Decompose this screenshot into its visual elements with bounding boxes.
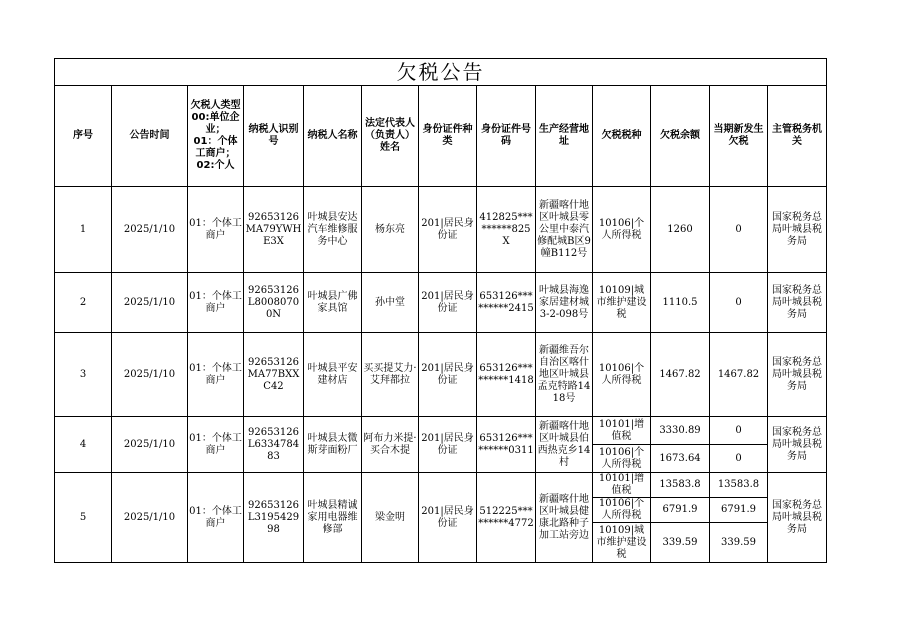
cell-authority: 国家税务总局叶城县税务局 xyxy=(768,187,827,273)
cell-id-no: 653126*********2415 xyxy=(477,273,536,333)
header-date: 公告时间 xyxy=(112,86,188,187)
table-row xyxy=(55,417,827,445)
cell-tax-kind: 10106|个人所得税 xyxy=(593,445,651,473)
cell-name: 叶城县平安建材店 xyxy=(304,333,362,417)
header-authority: 主管税务机关 xyxy=(768,86,827,187)
table-row xyxy=(55,473,827,498)
cell-balance: 1110.5 xyxy=(651,273,710,333)
cell-new-arrears: 0 xyxy=(710,417,768,445)
cell-tax-id: 92653126MA79YWHE3X xyxy=(244,187,304,273)
cell-type: 01：个体工商户 xyxy=(188,187,244,273)
header-type-label: 欠税人类型 00:单位企业； 01：个体工商户； 02:个人 xyxy=(190,100,241,171)
cell-authority: 国家税务总局叶城县税务局 xyxy=(768,473,827,563)
cell-tax-id: 92653126L633478483 xyxy=(244,417,304,473)
cell-address: 新疆维吾尔自治区喀什地区叶城县孟克特路1418号 xyxy=(536,333,593,417)
cell-new-arrears: 0 xyxy=(710,273,768,333)
tax-arrears-table xyxy=(54,58,827,563)
cell-name: 叶城县安达汽车维修服务中心 xyxy=(304,187,362,273)
table-row xyxy=(55,273,827,333)
cell-tax-kind: 10101|增值税 xyxy=(593,417,651,445)
cell-date: 2025/1/10 xyxy=(112,273,188,333)
cell-seq: 3 xyxy=(55,333,112,417)
header-type xyxy=(188,86,244,187)
cell-balance: 1260 xyxy=(651,187,710,273)
header-id-no: 身份证件号码 xyxy=(477,86,536,187)
cell-name: 叶城县精诚家用电器维修部 xyxy=(304,473,362,563)
cell-address: 叶城县海逸家居建材城3-2-098号 xyxy=(536,273,593,333)
cell-balance: 339.59 xyxy=(651,523,710,563)
header-seq: 序号 xyxy=(55,86,112,187)
cell-name: 叶城县广佛家具馆 xyxy=(304,273,362,333)
page-title: 欠税公告 xyxy=(55,59,827,86)
cell-balance: 1673.64 xyxy=(651,445,710,473)
cell-address: 新疆喀什地区叶城县伯西热克乡14村 xyxy=(536,417,593,473)
cell-legal-rep: 杨东亮 xyxy=(362,187,419,273)
cell-id-type: 201|居民身份证 xyxy=(419,473,477,563)
cell-id-no: 653126*********0311 xyxy=(477,417,536,473)
cell-legal-rep: 买买提艾力·艾拜都拉 xyxy=(362,333,419,417)
cell-tax-kind: 10101|增值税 xyxy=(593,473,651,498)
cell-legal-rep: 阿布力米提·买合木提 xyxy=(362,417,419,473)
cell-new-arrears: 0 xyxy=(710,445,768,473)
cell-authority: 国家税务总局叶城县税务局 xyxy=(768,333,827,417)
cell-id-type: 201|居民身份证 xyxy=(419,417,477,473)
cell-address: 新疆喀什地区叶城县零公里中泰汽修配城B区9幢B112号 xyxy=(536,187,593,273)
cell-type: 01：个体工商户 xyxy=(188,473,244,563)
cell-seq: 2 xyxy=(55,273,112,333)
cell-tax-kind: 10109|城市维护建设税 xyxy=(593,523,651,563)
cell-tax-id: 92653126L80080700N xyxy=(244,273,304,333)
cell-tax-kind: 10109|城市维护建设税 xyxy=(593,273,651,333)
header-new-arrears: 当期新发生欠税 xyxy=(710,86,768,187)
cell-legal-rep: 孙中堂 xyxy=(362,273,419,333)
cell-id-type: 201|居民身份证 xyxy=(419,333,477,417)
cell-tax-id: 92653126L319542998 xyxy=(244,473,304,563)
cell-type: 01：个体工商户 xyxy=(188,333,244,417)
cell-address: 新疆喀什地区叶城县健康北路种子加工站旁边 xyxy=(536,473,593,563)
cell-new-arrears: 6791.9 xyxy=(710,498,768,523)
cell-balance: 13583.8 xyxy=(651,473,710,498)
cell-balance: 3330.89 xyxy=(651,417,710,445)
cell-tax-kind: 10106|个人所得税 xyxy=(593,498,651,523)
cell-date: 2025/1/10 xyxy=(112,187,188,273)
cell-new-arrears: 339.59 xyxy=(710,523,768,563)
cell-name: 叶城县太微斯芽面粉厂 xyxy=(304,417,362,473)
cell-authority: 国家税务总局叶城县税务局 xyxy=(768,273,827,333)
cell-balance: 6791.9 xyxy=(651,498,710,523)
cell-seq: 1 xyxy=(55,187,112,273)
header-name: 纳税人名称 xyxy=(304,86,362,187)
header-legal-rep: 法定代表人（负责人）姓名 xyxy=(362,86,419,187)
table-row xyxy=(55,187,827,273)
cell-seq: 5 xyxy=(55,473,112,563)
cell-new-arrears: 1467.82 xyxy=(710,333,768,417)
cell-date: 2025/1/10 xyxy=(112,333,188,417)
cell-id-no: 653126*********1418 xyxy=(477,333,536,417)
cell-balance: 1467.82 xyxy=(651,333,710,417)
cell-type: 01：个体工商户 xyxy=(188,273,244,333)
cell-tax-kind: 10106|个人所得税 xyxy=(593,333,651,417)
cell-seq: 4 xyxy=(55,417,112,473)
cell-id-no: 512225*********4772 xyxy=(477,473,536,563)
header-tax-id: 纳税人识别号 xyxy=(244,86,304,187)
cell-id-no: 412825*********825X xyxy=(477,187,536,273)
cell-id-type: 201|居民身份证 xyxy=(419,273,477,333)
cell-date: 2025/1/10 xyxy=(112,417,188,473)
cell-authority: 国家税务总局叶城县税务局 xyxy=(768,417,827,473)
cell-type: 01：个体工商户 xyxy=(188,417,244,473)
table-row xyxy=(55,333,827,417)
cell-tax-kind: 10106|个人所得税 xyxy=(593,187,651,273)
header-address: 生产经营地址 xyxy=(536,86,593,187)
cell-date: 2025/1/10 xyxy=(112,473,188,563)
header-tax-kind: 欠税税种 xyxy=(593,86,651,187)
cell-id-type: 201|居民身份证 xyxy=(419,187,477,273)
cell-legal-rep: 梁金明 xyxy=(362,473,419,563)
cell-new-arrears: 0 xyxy=(710,187,768,273)
header-id-type: 身份证件种类 xyxy=(419,86,477,187)
header-balance: 欠税余额 xyxy=(651,86,710,187)
cell-tax-id: 92653126MA77BXXC42 xyxy=(244,333,304,417)
cell-new-arrears: 13583.8 xyxy=(710,473,768,498)
